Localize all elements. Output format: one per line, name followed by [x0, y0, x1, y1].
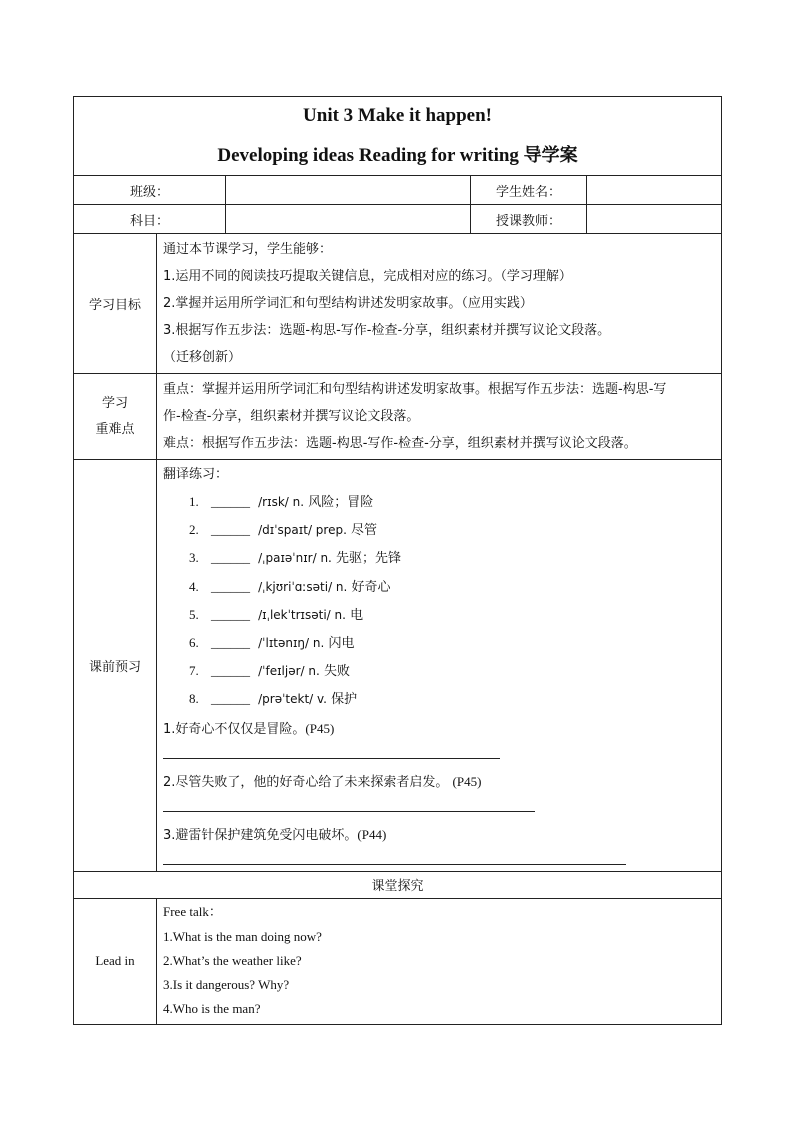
vocab-number: 8. [189, 691, 199, 707]
subject-field[interactable] [226, 205, 471, 234]
page-ref: (P45) [452, 773, 482, 789]
key-points-row [74, 374, 722, 460]
key-points-content [157, 374, 722, 460]
objective-line: （迁移创新） [163, 350, 242, 365]
vocab-phonetic: /ˈfeɪljər/ n. [258, 664, 320, 679]
title-row [74, 97, 722, 176]
vocab-phonetic: /ˈlɪtənɪŋ/ n. [258, 636, 325, 651]
vocab-item [163, 516, 715, 544]
info-row-1 [74, 176, 722, 205]
class-field[interactable] [226, 176, 471, 205]
lead-in-row [74, 898, 722, 1024]
vocab-meaning: 风险；冒险 [308, 495, 374, 510]
sentence-text: 3.避雷针保护建筑免受闪电破坏。 [163, 827, 358, 843]
key-point-line: 作-检查-分享，组织素材并撰写议论文段落。 [163, 409, 420, 424]
vocab-meaning: 电 [350, 607, 364, 623]
answer-line[interactable] [163, 810, 535, 812]
vocab-phonetic: /dɪˈspaɪt/ prep. [258, 523, 347, 538]
preview-row [74, 460, 722, 872]
vocab-blank[interactable]: ______ [211, 606, 250, 622]
question-item: 4.Who is the man? [163, 1001, 261, 1017]
vocab-item [163, 601, 715, 629]
vocab-blank[interactable]: ______ [211, 635, 250, 651]
vocab-blank[interactable]: ______ [211, 663, 250, 679]
key-points-label [74, 374, 157, 460]
lead-in-content [157, 898, 722, 1024]
translation-sentence [163, 821, 715, 849]
info-row-2 [74, 205, 722, 234]
vocab-number: 7. [189, 663, 199, 679]
vocab-item [163, 488, 715, 516]
key-points-label-line2: 重难点 [95, 421, 135, 437]
student-name-label: 学生姓名： [471, 176, 587, 205]
objective-line: 1.运用不同的阅读技巧提取关键信息，完成相对应的练习。（学习理解） [163, 269, 572, 284]
vocab-item [163, 573, 715, 601]
exploration-heading: 课堂探究 [74, 871, 722, 898]
vocab-number: 5. [189, 606, 199, 622]
objective-line: 3.根据写作五步法：选题-构思-写作-检查-分享，组织素材并撰写议论文段落。 [163, 323, 611, 338]
vocab-blank[interactable]: ______ [211, 691, 250, 707]
vocab-phonetic: /prəˈtekt/ v. [258, 692, 327, 707]
lesson-title-cn: 导学案 [523, 145, 578, 166]
vocab-meaning: 闪电 [328, 636, 355, 652]
vocab-phonetic: /ˌpaɪəˈnɪr/ n. [258, 551, 332, 566]
free-talk-heading-text: Free talk： [163, 903, 222, 919]
objective-line: 通过本节课学习，学生能够： [163, 242, 333, 257]
objectives-row [74, 234, 722, 374]
vocab-number: 3. [189, 550, 199, 566]
vocab-blank[interactable]: ______ [211, 578, 250, 594]
lesson-title [74, 143, 721, 169]
answer-line[interactable] [163, 863, 626, 865]
preview-heading: 翻译练习： [163, 467, 229, 482]
vocab-number: 2. [189, 522, 199, 538]
vocab-meaning: 失败 [323, 664, 350, 680]
lead-in-label: Lead in [74, 898, 157, 1024]
lesson-title-en: Developing ideas Reading for writing [217, 145, 519, 166]
sentence-text: 1.好奇心不仅仅是冒险。 [163, 721, 306, 737]
vocab-item [163, 544, 715, 572]
key-points-label-line1: 学习 [101, 395, 128, 411]
worksheet-table [73, 96, 722, 1025]
vocab-meaning: 先驱；先锋 [336, 551, 402, 567]
vocab-number: 4. [189, 578, 199, 594]
vocab-item [163, 629, 715, 657]
translation-sentence [163, 768, 715, 796]
vocab-item [163, 657, 715, 685]
key-point-line: 重点：掌握并运用所学词汇和句型结构讲述发明家故事。根据写作五步法：选题-构思-写 [163, 382, 667, 397]
question-item: 2.What’s the weather like? [163, 953, 302, 969]
preview-content [157, 460, 722, 872]
subject-label: 科目： [74, 205, 226, 234]
preview-label: 课前预习 [74, 460, 157, 872]
vocab-meaning: 好奇心 [351, 579, 391, 595]
key-point-line: 难点：根据写作五步法：选题-构思-写作-检查-分享，组织素材并撰写议论文段落。 [163, 436, 637, 451]
student-name-field[interactable] [587, 176, 722, 205]
title-cell [74, 97, 722, 176]
vocab-meaning: 尽管 [351, 523, 378, 539]
exploration-row [74, 871, 722, 898]
vocab-meaning: 保护 [331, 692, 358, 708]
vocab-blank[interactable]: ______ [211, 550, 250, 566]
objectives-content [157, 234, 722, 374]
vocab-phonetic: /rɪsk/ n. [258, 495, 305, 509]
unit-title: Unit 3 Make it happen! [303, 105, 492, 126]
question-item: 1.What is the man doing now? [163, 928, 322, 944]
answer-line[interactable] [163, 757, 500, 759]
vocab-item [163, 685, 715, 713]
page-ref: (P44) [357, 826, 387, 842]
question-item: 3.Is it dangerous? Why? [163, 977, 290, 993]
vocab-blank[interactable]: ______ [211, 522, 250, 538]
objective-line: 2.掌握并运用所学词汇和句型结构讲述发明家故事。（应用实践） [163, 296, 533, 311]
vocab-number: 1. [189, 494, 199, 509]
vocab-phonetic: /ˌkjʊriˈɑːsəti/ n. [258, 579, 348, 594]
class-label: 班级： [74, 176, 226, 205]
free-talk-heading [163, 900, 715, 925]
vocab-blank[interactable]: ______ [211, 494, 250, 509]
teacher-field[interactable] [587, 205, 722, 234]
objectives-label: 学习目标 [74, 234, 157, 374]
vocab-number: 6. [189, 635, 199, 651]
translation-sentence [163, 715, 715, 743]
page-ref: (P45) [305, 720, 335, 736]
worksheet [73, 96, 721, 1025]
sentence-text: 2.尽管失败了，他的好奇心给了未来探索者启发。 [163, 774, 449, 790]
teacher-label: 授课教师： [471, 205, 587, 234]
vocab-phonetic: /ɪˌlekˈtrɪsəti/ n. [258, 607, 346, 622]
